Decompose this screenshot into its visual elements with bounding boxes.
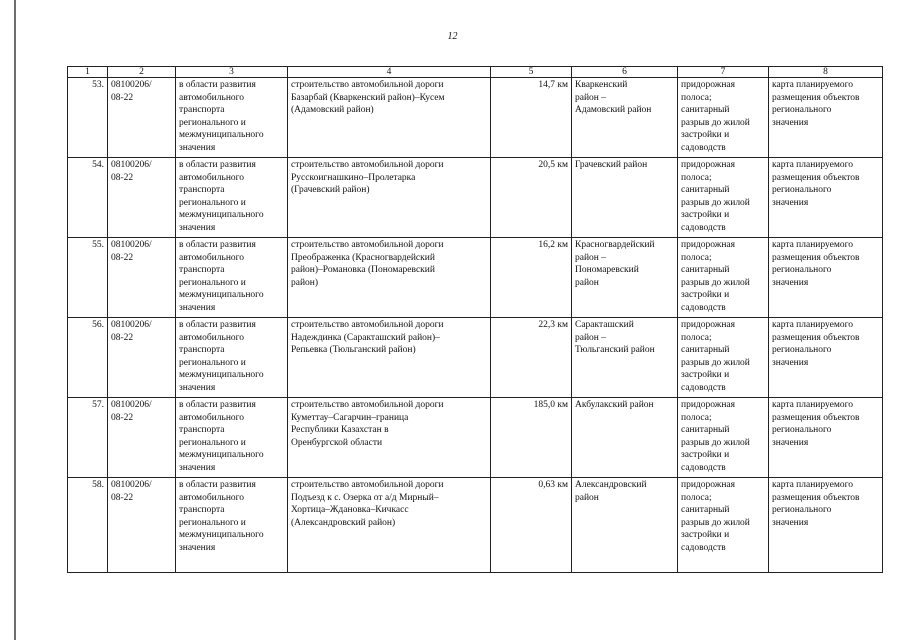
object-map: карта планируемого размещения объектов регионального значения: [769, 238, 883, 318]
row-number: 56.: [68, 318, 108, 398]
object-name: строительство автомобильной дороги Подъезд к с. Озерка от а/д Мирный– Хортица–Ждановка–Кичкасс (Александровский район): [288, 478, 491, 573]
col-header: 8: [769, 67, 883, 78]
object-zone: придорожная полоса; санитарный разрыв до жилой застройки и садоводств: [678, 158, 769, 238]
object-area: в области развития автомобильного транспорта регионального и межмуниципального значения: [176, 238, 288, 318]
object-length: 20,5 км: [491, 158, 572, 238]
table-row: [68, 398, 883, 478]
object-name: строительство автомобильной дороги Русскоигнашкино–Пролетарка (Грачевский район): [288, 158, 491, 238]
object-code: 08100206/ 08-22: [108, 398, 176, 478]
road-objects-table: [67, 66, 883, 573]
row-number: 58.: [68, 478, 108, 573]
object-code: 08100206/ 08-22: [108, 478, 176, 573]
row-number: 55.: [68, 238, 108, 318]
object-name: строительство автомобильной дороги Базарбай (Кваркенский район)–Кусем (Адамовский район): [288, 78, 491, 158]
object-length: 16,2 км: [491, 238, 572, 318]
object-name: строительство автомобильной дороги Преображенка (Красногвардейский район)–Романовка (Пономаревский район): [288, 238, 491, 318]
row-number: 54.: [68, 158, 108, 238]
table-row: [68, 478, 883, 573]
header-row: [68, 67, 883, 78]
page-number: 12: [447, 31, 458, 42]
object-district: Саракташский район – Тюльганский район: [572, 318, 678, 398]
table-row: [68, 318, 883, 398]
col-header: 2: [108, 67, 176, 78]
object-area: в области развития автомобильного транспорта регионального и межмуниципального значения: [176, 78, 288, 158]
object-zone: придорожная полоса; санитарный разрыв до жилой застройки и садоводств: [678, 398, 769, 478]
object-area: в области развития автомобильного транспорта регионального и межмуниципального значения: [176, 478, 288, 573]
object-code: 08100206/ 08-22: [108, 158, 176, 238]
object-area: в области развития автомобильного транспорта регионального и межмуниципального значения: [176, 398, 288, 478]
object-map: карта планируемого размещения объектов регионального значения: [769, 318, 883, 398]
object-map: карта планируемого размещения объектов регионального значения: [769, 158, 883, 238]
col-header: 4: [288, 67, 491, 78]
object-map: карта планируемого размещения объектов регионального значения: [769, 78, 883, 158]
object-zone: придорожная полоса; санитарный разрыв до жилой застройки и садоводств: [678, 78, 769, 158]
object-district: Красногвардейский район – Пономаревский район: [572, 238, 678, 318]
object-district: Кваркенский район – Адамовский район: [572, 78, 678, 158]
object-code: 08100206/ 08-22: [108, 318, 176, 398]
object-area: в области развития автомобильного транспорта регионального и межмуниципального значения: [176, 158, 288, 238]
scan-edge-line: [14, 0, 16, 640]
object-length: 14,7 км: [491, 78, 572, 158]
object-code: 08100206/ 08-22: [108, 78, 176, 158]
col-header: 1: [68, 67, 108, 78]
object-length: 0,63 км: [491, 478, 572, 573]
col-header: 6: [572, 67, 678, 78]
object-map: карта планируемого размещения объектов регионального значения: [769, 398, 883, 478]
object-zone: придорожная полоса; санитарный разрыв до жилой застройки и садоводств: [678, 238, 769, 318]
object-code: 08100206/ 08-22: [108, 238, 176, 318]
object-length: 185,0 км: [491, 398, 572, 478]
table-row: [68, 158, 883, 238]
object-district: Грачевский район: [572, 158, 678, 238]
col-header: 7: [678, 67, 769, 78]
object-area: в области развития автомобильного транспорта регионального и межмуниципального значения: [176, 318, 288, 398]
object-map: карта планируемого размещения объектов регионального значения: [769, 478, 883, 573]
table-row: [68, 78, 883, 158]
row-number: 57.: [68, 398, 108, 478]
object-district: Акбулакский район: [572, 398, 678, 478]
object-zone: придорожная полоса; санитарный разрыв до жилой застройки и садоводств: [678, 318, 769, 398]
col-header: 5: [491, 67, 572, 78]
object-length: 22,3 км: [491, 318, 572, 398]
object-zone: придорожная полоса; санитарный разрыв до жилой застройки и садоводств: [678, 478, 769, 573]
object-name: строительство автомобильной дороги Надеждинка (Саракташский район)– Репьевка (Тюльганский район): [288, 318, 491, 398]
row-number: 53.: [68, 78, 108, 158]
object-district: Александровский район: [572, 478, 678, 573]
object-name: строительство автомобильной дороги Куметтау–Сагарчин–граница Республики Казахстан в Оренбургской области: [288, 398, 491, 478]
col-header: 3: [176, 67, 288, 78]
table-row: [68, 238, 883, 318]
